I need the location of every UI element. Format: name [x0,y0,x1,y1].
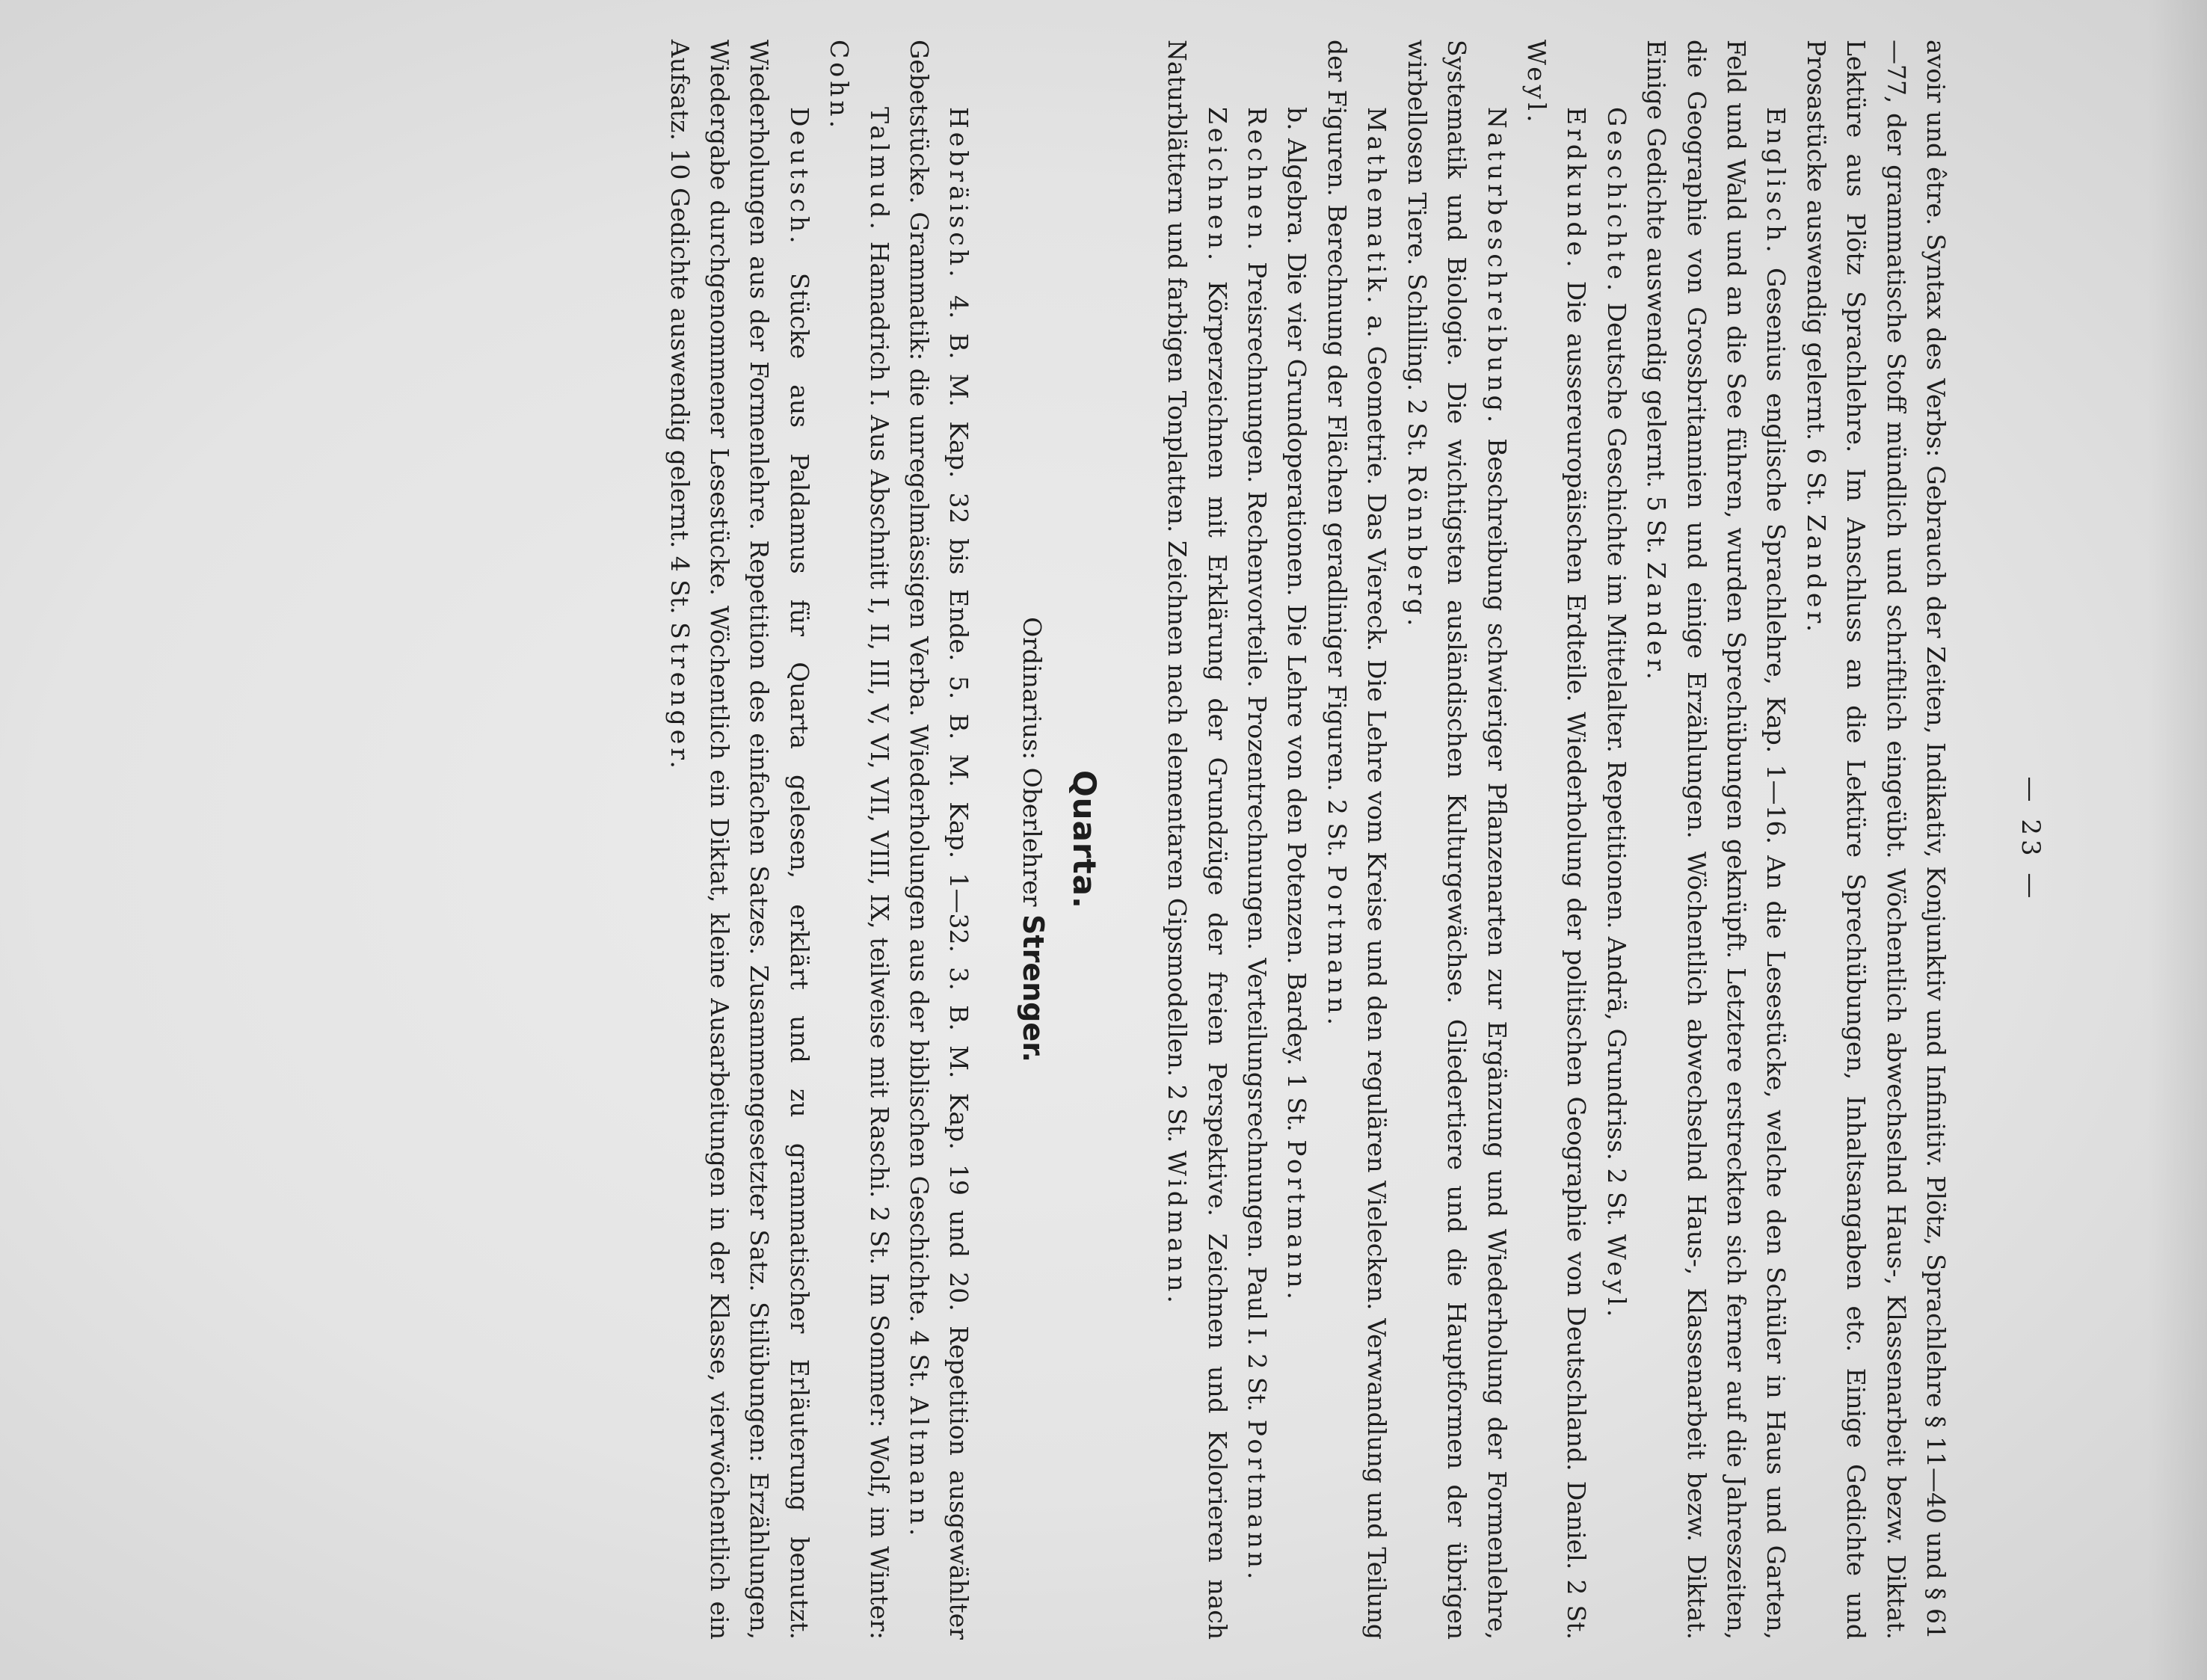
section-title: Quarta. [1065,769,1103,910]
page-number: — 23 — [2016,776,2046,903]
teacher-name: Weyl. [1521,40,1551,126]
subject-label: Deutsch. [784,107,814,247]
paragraph [1596,40,1636,1640]
subject-label: Hebräisch. [944,107,974,281]
paragraph-text: Die aussereuropäischen Erdteile. Wiederholung der politischen Geographie von Deutschland. Daniel. 2 St. [1562,271,1592,1640]
teacher-name: Zander. [1801,514,1831,636]
teacher-name: Zander. [1642,561,1672,683]
paragraph [1157,40,1237,1640]
paragraph [1796,40,1956,1640]
teacher-name: Portmann. [1322,865,1352,1030]
paragraph [1397,40,1516,1640]
paragraph [1237,40,1277,1640]
teacher-name: Portmann. [1282,1139,1312,1303]
paragraph-text: Gesenius englische Sprachlehre, Kap. 1—16. An die Lesestücke, welche den Schüler in Haus und Garten, Feld und Wald und an die See führen, wurden Sprechübungen geknüpft. Letztere erstreckten sich ferner auf die Jahreszeiten, die Geographie von Grossbritannien und einige Erzählungen. Wöchentlich abwechselnd Haus-, Klassenarbeit bezw. Diktat. Einige Gedichte auswendig gelernt. 5 St. [1642,40,1791,1640]
paragraph [899,40,979,1640]
rotated-document-page [154,40,2053,1640]
teacher-name: Weyl. [1601,1234,1631,1321]
teacher-name: Portmann. [1243,1419,1272,1584]
subject-label: Naturbeschreibung. [1482,107,1512,427]
subject-label: Erdkunde. [1562,107,1592,271]
body-text [659,40,1956,1640]
paragraph-text: b. Algebra. Die vier Grundoperationen. Die Lehre von den Potenzen. Bardey. 1 St. [1282,107,1312,1140]
paragraph-text: Deutsche Geschichte im Mittelalter. Repetitionen. Andrä, Grundriss. 2 St. [1601,295,1631,1234]
paragraph-text: 4. B. M. Kap. 32 bis Ende. 5. B. M. Kap. 1—32. 3. B. M. Kap. 19 und 20. Repetition ausgewählter Gebetstücke. Grammatik: die unregelmässigen Verba. Wiederholungen aus der biblischen Geschichte. 4 St. [905,40,974,1640]
paragraph-text: a. Geometrie. Das Viereck. Die Lehre vom Kreise und den regulären Vielecken. Verwandlung und Teilung der Figuren. Berechnung der Flächen geradliniger Figuren. 2 St. [1322,40,1392,1640]
paragraph-text: avoir und être. Syntax des Verbs: Gebrauch der Zeiten, Indikativ, Konjunktiv und Infinitiv. Plötz, Sprachlehre § 11—40 und § 61—77, der grammatische Stoff mündlich und schriftlich eingeübt. Wöchentlich abwechselnd Haus-, Klassenarbeit bezw. Diktat. Lektüre aus Plötz Sprachlehre. Im Anschluss an die Lektüre Sprechübungen, Inhaltsangaben etc. Einige Gedichte und Prosastücke auswendig gelernt. 6 St. [1801,40,1951,1640]
teacher-name: Strenger. [665,622,695,772]
paragraphs-top [1157,40,1956,1640]
paragraph [1277,40,1317,1640]
subject-label: Talmud. [864,107,894,233]
teacher-name: Altmann. [905,1396,935,1540]
paragraph-text: Hamadrich I. Aus Abschnitt I, II, III, V, VI, VII, VIII, IX, teilweise mit Raschi. 2 St. Im Sommer: Wolf, im Winter: [864,233,894,1640]
paragraph-text: Körperzeichnen mit Erklärung der Grundzüge der freien Perspektive. Zeichnen und Kolorieren nach Naturblättern und farbigen Tonplatten. Zeichnen nach elementaren Gipsmodellen. 2 St. [1163,40,1232,1640]
paragraph [659,40,819,1640]
teacher-name: Rönnberg. [1402,465,1432,630]
paragraph [1317,40,1397,1640]
paragraphs-bottom [659,40,979,1640]
binding-shadow [2147,0,2207,1680]
subject-label: Mathematik. [1362,107,1392,307]
paragraph-text: Beschreibung schwieriger Pflanzenarten zur Ergänzung und Wiederholung der Formenlehre, Systematik und Biologie. Die wichtigsten ausländischen Kulturgewächse. Gliedertiere und die Hauptformen der übrigen wirbellosen Tiere. Schilling. 2 St. [1402,40,1512,1640]
subject-label: Geschichte. [1601,107,1631,295]
subject-label: Englisch. [1761,107,1791,256]
paragraph-text: Stücke aus Paldamus für Quarta gelesen, erklärt und zu grammatischer Erläuterung benutzt. Wiederholungen aus der Formenlehre. Repetition des einfachen Satzes. Zusammengesetzter Satz. Stilübungen: Erzählungen, Wiedergabe durchgenommener Lesestücke. Wöchentlich ein Diktat, kleine Ausarbeitungen in der Klasse, vierwöchentlich ein Aufsatz. 10 Gedichte auswendig gelernt. 4 St. [665,40,814,1640]
ordinarius-label: Ordinarius: Oberlehrer [1017,617,1047,915]
teacher-name: Cohn. [825,40,855,132]
ordinarius-name: Strenger. [1016,914,1050,1062]
subject-label: Rechnen. [1243,107,1272,254]
paragraph [1637,40,1797,1640]
paragraph-text: Preisrechnungen. Rechenvorteile. Prozentrechnungen. Verteilungsrechnungen. Paul I. 2 St. [1243,253,1272,1420]
ordinarius-line [1012,40,1052,1640]
teacher-name: Widmann. [1163,1150,1192,1307]
paragraph [819,40,899,1640]
paragraph [1517,40,1597,1640]
subject-label: Zeichnen. [1202,107,1232,265]
